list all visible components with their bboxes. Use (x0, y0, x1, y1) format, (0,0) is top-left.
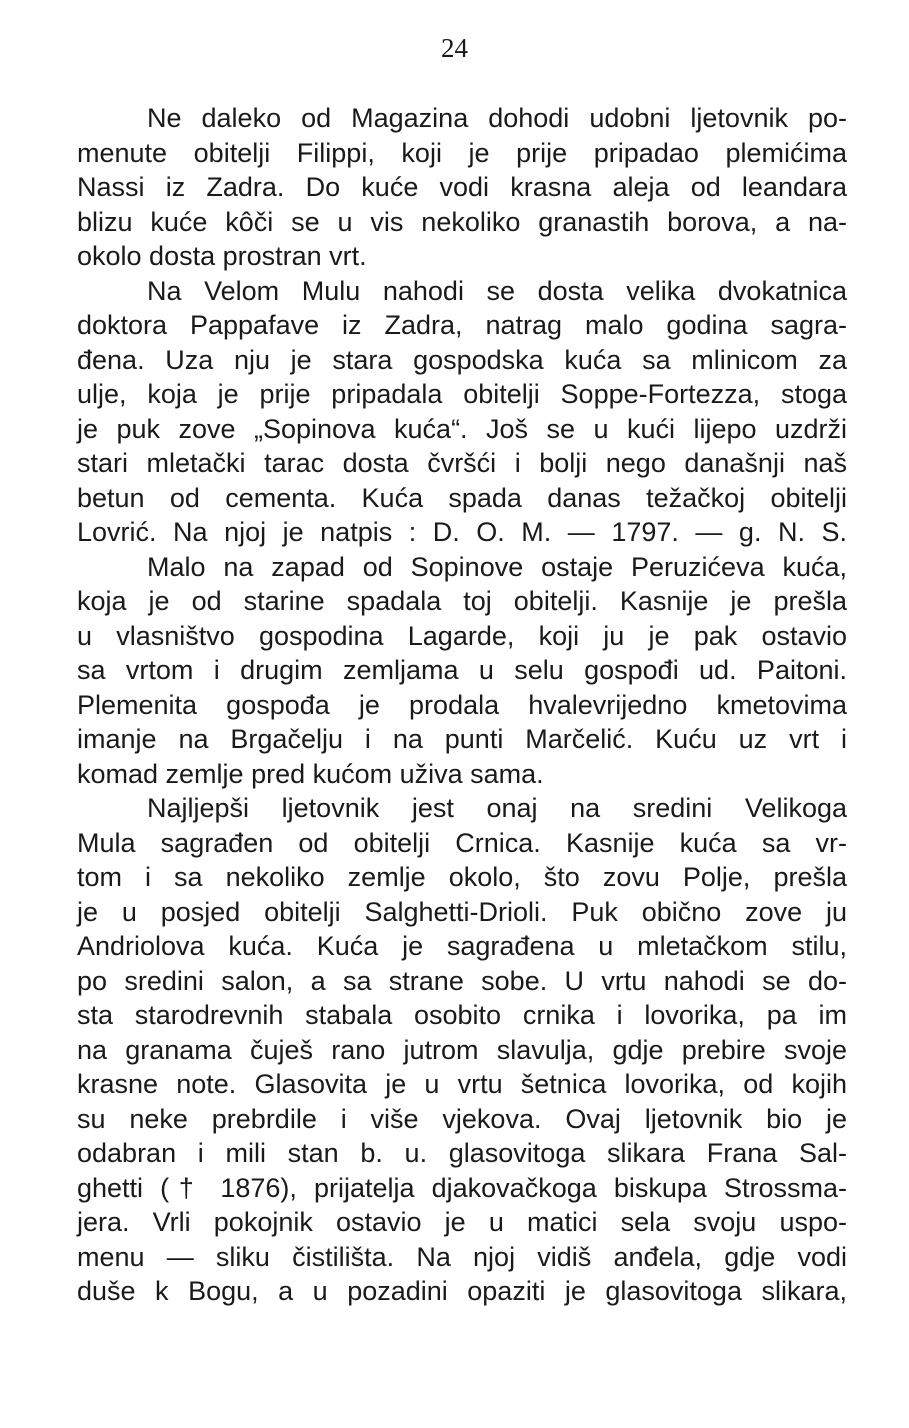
text-line: menu — sliku čistilišta. Na njoj vidiš anđela, gdje vodi (77, 1241, 847, 1272)
text-line: komad zemlje pred kućom uživa sama. (77, 758, 544, 789)
page-number: 24 (441, 33, 468, 63)
text-line: jera. Vrli pokojnik ostavio je u matici sela svoju uspo- (77, 1207, 847, 1237)
text-line: blizu kuće kôči se u vis nekoliko granastih borova, a na- (77, 206, 847, 237)
text-line: đena. Uza nju je stara gospodska kuća sa mlinicom za (77, 344, 847, 375)
text-line: su neke prebrdile i više vjekova. Ovaj ljetovnik bio je (77, 1103, 847, 1134)
text-line: je u posjed obitelji Salghetti-Drioli. Puk obično zove ju (77, 896, 847, 927)
text-line: je puk zove „Sopinova kuća“. Još se u kući lijepo uzdrži (77, 413, 847, 444)
text-line: betun od cementa. Kuća spada danas težačkoj obitelji (77, 482, 847, 513)
text-line: Andriolova kuća. Kuća je sagrađena u mletačkom stilu, (77, 931, 847, 961)
text-line: koja je od starine spadala toj obitelji. Kasnije je prešla (77, 586, 847, 616)
text-line: krasne note. Glasovita je u vrtu šetnica lovorika, od kojih (77, 1069, 847, 1099)
text-line: menute obitelji Filippi, koji je prije pripadao plemićima (77, 137, 847, 168)
body-text (77, 101, 847, 1309)
text-line: ghetti († 1876), prijatelja djakovačkoga biskupa Strossma- (77, 1172, 847, 1203)
text-line: po sredini salon, a sa strane sobe. U vrtu nahodi se do- (77, 965, 847, 996)
text-line: tom i sa nekoliko zemlje okolo, što zovu Polje, prešla (77, 862, 847, 892)
text-line: duše k Bogu, a u pozadini opaziti je glasovitoga slikara, (77, 1276, 847, 1306)
text-line: okolo dosta prostran vrt. (77, 241, 367, 271)
text-line: imanje na Brgačelju i na punti Marčelić. Kuću uz vrt i (77, 724, 847, 754)
text-line: Na Velom Mulu nahodi se dosta velika dvokatnica (147, 275, 847, 306)
text-line: doktora Pappafave iz Zadra, natrag malo godina sagra- (77, 310, 847, 340)
text-line: odabran i mili stan b. u. glasovitoga slikara Frana Sal- (77, 1138, 847, 1168)
text-line: stari mletački tarac dosta čvršći i bolji nego današnji naš (77, 448, 847, 478)
text-line: na granama čuješ rano jutrom slavulja, gdje prebire svoje (77, 1034, 847, 1065)
text-line: Nassi iz Zadra. Do kuće vodi krasna aleja od leandara (77, 172, 847, 202)
text-line: Ne daleko od Magazina dohodi udobni ljetovnik po- (147, 103, 847, 133)
text-line: Mula sagrađen od obitelji Crnica. Kasnije kuća sa vr- (77, 827, 847, 858)
text-line: Lovrić. Na njoj je natpis : D. O. M. — 1797. — g. N. S. (77, 517, 847, 547)
text-line: Plemenita gospođa je prodala hvalevrijedno kmetovima (77, 689, 847, 720)
text-line: u vlasništvo gospodina Lagarde, koji ju je pak ostavio (77, 620, 847, 651)
text-line: sa vrtom i drugim zemljama u selu gospođi ud. Paitoni. (77, 655, 847, 685)
text-line: sta starodrevnih stabala osobito crnika i lovorika, pa im (77, 1000, 847, 1030)
text-line: ulje, koja je prije pripadala obitelji Soppe-Fortezza, stoga (77, 379, 847, 409)
text-line: Malo na zapad od Sopinove ostaje Peruzićeva kuća, (147, 551, 847, 582)
text-line: Najljepši ljetovnik jest onaj na sredini Velikoga (147, 793, 847, 823)
